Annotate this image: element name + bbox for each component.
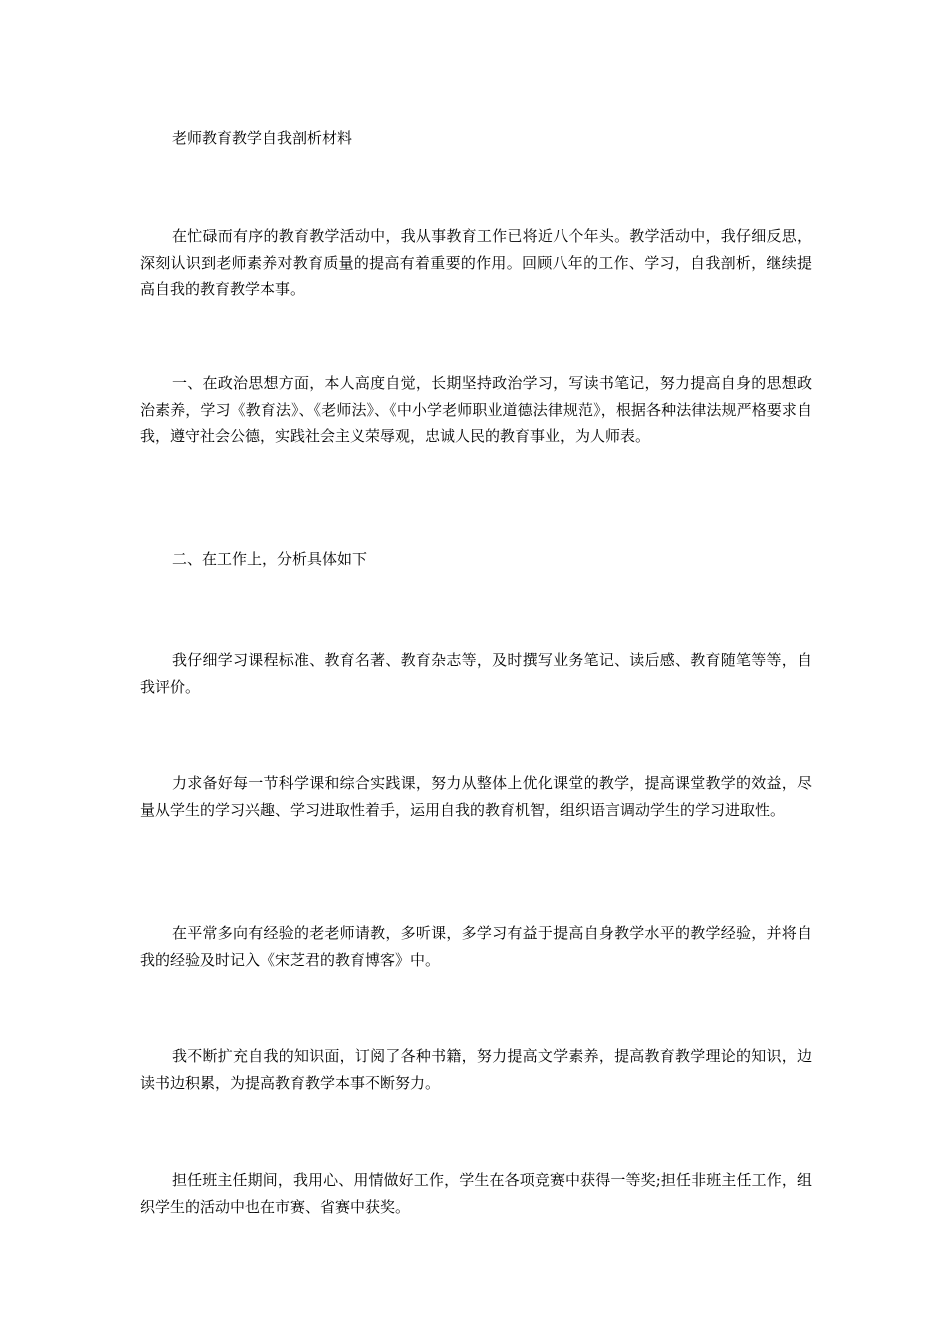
paragraph-learning-from-peers: 在平常多向有经验的老老师请教，多听课，多学习有益于提高自身教学水平的教学经验，并将自我的经验及时记入《宋芝君的教育博客》中。: [140, 924, 812, 969]
paragraph-lessons: 力求备好每一节科学课和综合实践课，努力从整体上优化课堂的教学，提高课堂教学的效益，尽量从学生的学习兴趣、学习进取性着手，运用自我的教育机智，组织语言调动学生的学习进取性。: [140, 774, 812, 819]
document-title: 老师教育教学自我剖析材料: [172, 129, 353, 147]
paragraph-knowledge: 我不断扩充自我的知识面，订阅了各种书籍，努力提高文学素养，提高教育教学理论的知识，边读书边积累，为提高教育教学本事不断努力。: [140, 1047, 812, 1092]
paragraph-class-teacher: 担任班主任期间，我用心、用情做好工作，学生在各项竞赛中获得一等奖;担任非班主任工作，组织学生的活动中也在市赛、省赛中获奖。: [140, 1171, 812, 1216]
paragraph-study: 我仔细学习课程标准、教育名著、教育杂志等，及时撰写业务笔记、读后感、教育随笔等等，自我评价。: [140, 651, 812, 696]
paragraph-work-heading: 二、在工作上，分析具体如下: [172, 550, 368, 568]
paragraph-intro: 在忙碌而有序的教育教学活动中，我从事教育工作已将近八个年头。教学活动中，我仔细反思，深刻认识到老师素养对教育质量的提高有着重要的作用。回顾八年的工作、学习，自我剖析，继续提高自我的教育教学本事。: [140, 227, 812, 298]
paragraph-political: 一、在政治思想方面，本人高度自觉，长期坚持政治学习，写读书笔记，努力提高自身的思想政治素养，学习《教育法》、《老师法》、《中小学老师职业道德法律规范》，根据各种法律法规严格要求自我，遵守社会公德，实践社会主义荣辱观，忠诚人民的教育事业，为人师表。: [140, 374, 812, 445]
